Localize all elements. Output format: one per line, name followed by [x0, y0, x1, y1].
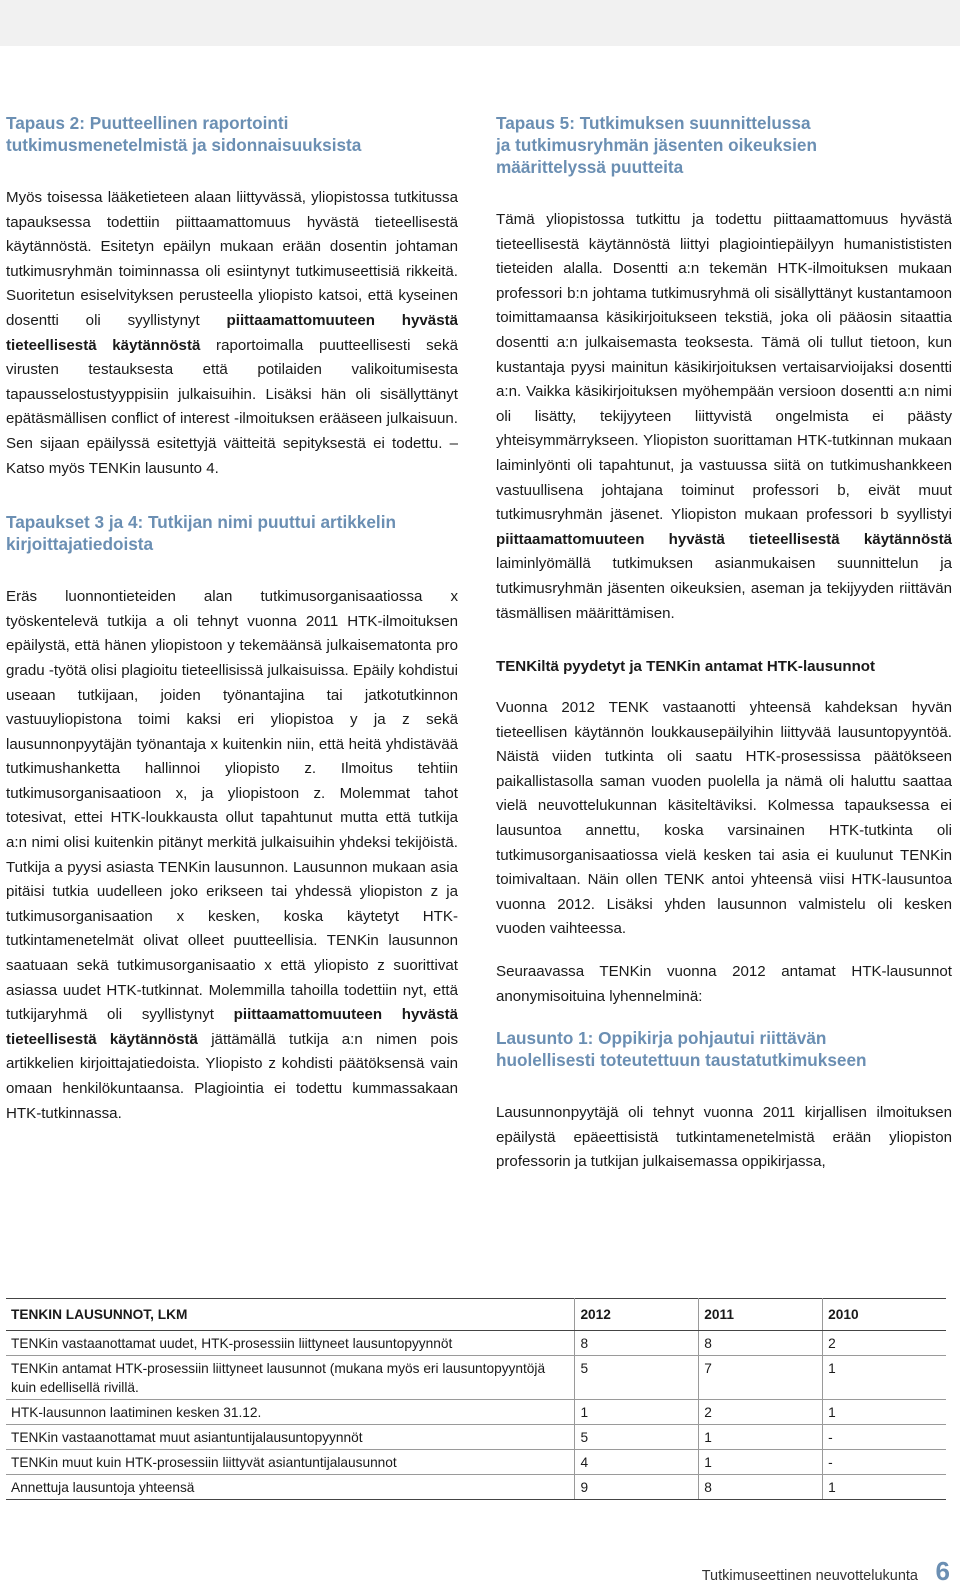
table-row: TENKin antamat HTK-prosessiin liittyneet lausunnot (mukana myös eri lausuntopyyntöjä kuin edellisellä rivillä. 5 7 1	[6, 1356, 946, 1400]
table-row: Annettuja lausuntoja yhteensä 9 8 1	[6, 1475, 946, 1500]
table-row: TENKin vastaanottamat uudet, HTK-prosessiin liittyneet lausuntopyynnöt 8 8 2	[6, 1331, 946, 1356]
tenk-paragraph-1: Vuonna 2012 TENK vastaanotti yhteensä kahdeksan hyvän tieteellisen käytännön loukkausepäilyihin liittyvää lausuntopyyntöä. Näistä viiden tutkinta oli saatu HTK-prosessissa päätökseen paikallistasolla saman vuoden puolella ja nämä oli haluttu saattaa vielä neuvottelukunnan käsiteltäviksi. Kolmessa tapauksessa ei lausuntoa annettu, koska varsinainen HTK-tutkinta oli tutkimusorganisaatiossa vielä kesken tai asia ei kuulunut TENKin toimivaltaan. Näin ollen TENK antoi yhteensä viisi HTK-lausuntoa vuonna 2012. Lisäksi yhden lausunnon valmistelu oli kesken vuoden vaihteessa.	[496, 699, 952, 938]
table-row: TENKin vastaanottamat muut asiantuntijalausuntopyynnöt 5 1 -	[6, 1425, 946, 1450]
case2-heading: Tapaus 2: Puutteellinen raportointi tutkimusmenetelmistä ja sidonnaisuuksista	[6, 113, 362, 155]
case5-heading: Tapaus 5: Tutkimuksen suunnittelussa ja tutkimusryhmän jäsenten oikeuksien määrittelyssä puutteita	[496, 113, 817, 177]
table-row: TENKin muut kuin HTK-prosessiin liittyvät asiantuntijalausunnot 4 1 -	[6, 1450, 946, 1475]
statement1-paragraph: Lausunnonpyytäjä oli tehnyt vuonna 2011 kirjallisen ilmoituksen epäilystä epäeettisistä tutkintamenetelmistä erään yliopiston professorin ja tutkijan julkaisemassa oppikirjassa,	[496, 1104, 952, 1171]
case2-paragraph: Myös toisessa lääketieteen alaan liittyvässä, yliopistossa tutkitussa tapauksessa todettiin piittaamattomuus hyvästä tieteellisestä käytännöstä. Esitetyn epäilyn mukaan erään dosentin johtaman tutkimusryhmän toiminnassa oli esiintynyt tutkimuseettisiä rikkeitä. Suoritetun esiselvityksen perusteella yliopisto katsoi, että kyseinen dosentti oli syyllistynyt piittaamattomuuteen hyvästä tieteellisestä käytännöstä raportoimalla puutteellisesti sekä virusten testauksesta että potilaiden valikoitumisesta tapausselostustyyppisiin julkaisuihin. Lisäksi hän oli sisällyttänyt epätäsmällisen conflict of interest -ilmoituksen erääseen julkaisuun. Sen sijaan epäilyssä esitettyjä väitteitä sepityksestä ei todettu. – Katso myös TENKin lausunto 4.	[6, 189, 459, 477]
top-band	[0, 0, 960, 46]
table-header-2011: 2011	[699, 1299, 823, 1331]
tenk-paragraph-2: Seuraavassa TENKin vuonna 2012 antamat HTK-lausunnot anonymisoituina lyhennelminä:	[496, 963, 952, 1005]
table-header-2010: 2010	[823, 1299, 946, 1331]
right-column	[496, 112, 952, 1175]
case34-paragraph: Eräs luonnontieteiden alan tutkimusorganisaatiossa x työskentelevä tutkija a oli tehnyt vuonna 2011 HTK-ilmoituksen epäilystä, että hänen yliopistoon y tekemäänsä julkaisematonta pro gradu -työtä olisi plagioitu tieteellisissä julkaisuissa. Epäily kohdistui useaan tutkijaan, joiden työnantajina tai jatkotutkinnon vastuuyliopistona toimi kaksi eri yliopistoa y ja z sekä lausunnonpyytäjän työnantaja x kuitenkin niin, että heitä yhdistävää tutkimushanketta hallinnoi yliopisto z. Ilmoitus tehtiin tutkimusorganisaatioon x, ja yliopistoon z. Molemmat tahot totesivat, ettei HTK-loukkausta ollut tapahtunut mutta että tutkija a:n nimi olisi kuitenkin pitänyt merkitä julkaisuihin yhdeksi tekijöistä. Tutkija a pyysi asiasta TENKin lausunnon. Lausunnon mukaan asia pitäisi tutkia uudelleen joko erikseen tai yhdessä yliopiston z ja tutkimusorganisaation x kesken, koska käytetyt HTK-tutkintamenetelmät olivat olleet puutteellisia. TENKin lausunnon saatuaan sekä tutkimusorganisaatio x että yliopisto z suorittivat asiassa uudet HTK-tutkinnat. Molemmilla tahoilla todettiin nyt, että tutkijaryhmä oli syyllistynyt piittaamattomuuteen hyvästä tieteellisestä käytännöstä jättämällä tutkija a:n nimen pois artikkelien kirjoittajatiedoista. Yliopisto z kohdisti päätöksensä vain omaan henkilökuntaansa. Plagiointia ei todettu kummassakaan HTK-tutkinnassa.	[6, 588, 459, 1122]
page-number: 6	[935, 1556, 950, 1586]
case34-heading: Tapaukset 3 ja 4: Tutkijan nimi puuttui artikkelin kirjoittajatiedoista	[6, 512, 396, 555]
table-header-row	[6, 1299, 946, 1331]
table-header-2012: 2012	[575, 1299, 699, 1331]
statement1-heading: Lausunto 1: Oppikirja pohjautui riittävän huolellisesti toteutettuun taustatutkimukseen	[496, 1028, 867, 1071]
table-row: HTK-lausunnon laatiminen kesken 31.12. 1 2 1	[6, 1400, 946, 1425]
footer-title: Tutkimuseettinen neuvottelukunta	[701, 1568, 918, 1584]
tenk-heading: TENKiltä pyydetyt ja TENKin antamat HTK-lausunnot	[496, 658, 876, 676]
statements-table	[6, 1298, 946, 1500]
table-header-title: TENKIN LAUSUNNOT, LKM	[6, 1299, 575, 1331]
case5-paragraph: Tämä yliopistossa tutkittu ja todettu piittaamattomuus hyvästä tieteellisestä käytännöstä liittyi plagiointiepäilyyn humanistististen tieteiden alalla. Dosentti a:n tekemän HTK-ilmoituksen mukaan professori b:n johtama tutkimusryhmä oli sisällyttänyt kustantamoon toimittamaansa käsikirjoitukseen tekstiä, joka oli pääosin sitaattia dosentti a:n julkaisemasta teoksesta. Tämä oli tullut tietoon, kun kustantaja pyysi mainitun käsikirjoituksen vertaisarvioijaksi dosentti a:n. Vaikka käsikirjoituksen myöhempään versioon dosentti a:n nimi oli lisätty, tekijyyteen liittyvistä ongelmista ei päästy yhteisymmärrykseen. Yliopiston suorittaman HTK-tutkinnan mukaan laiminlyönti oli tapahtunut, ja vastuussa siitä on tutkimushankkeen vastuullisena johtajana toiminut professori b, eivät muut tutkimusryhmän jäsenet. Yliopiston mukaan professori b syyllistyi piittaamattomuuteen hyvästä tieteellisestä käytännöstä laiminlyömällä tutkimuksen asianmukaisen suunnittelun ja tutkimusryhmän jäsenten oikeuksien, aseman ja tekijyyden riittävän täsmällisen määrittämisen.	[496, 211, 952, 622]
left-column	[6, 112, 458, 1126]
